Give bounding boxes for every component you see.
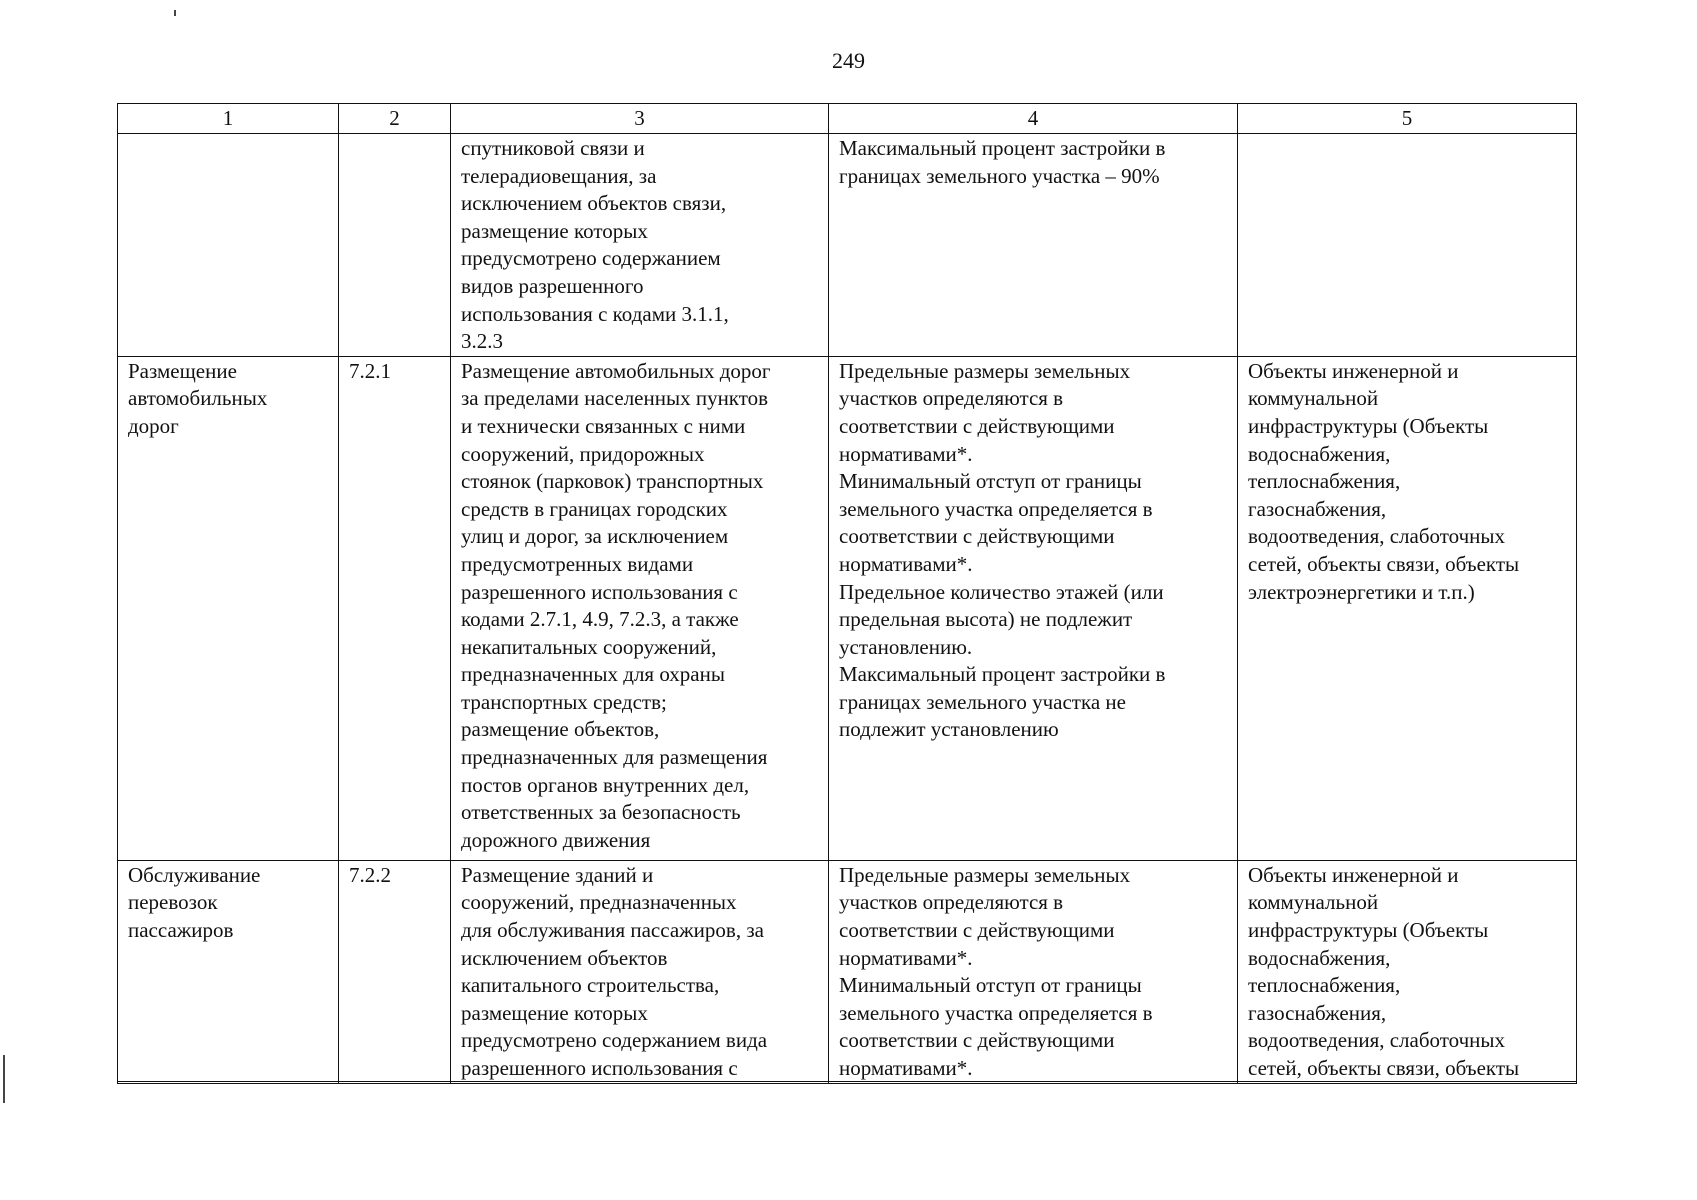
land-use-description-cell: спутниковой связи и телерадиовещания, за исключением объектов связи, размещение которых предусмотрено содержанием видов разрешенного использования с кодами 3.1.1, 3.2.3 (451, 134, 829, 357)
land-use-code-cell (339, 134, 451, 357)
parameters-cell: Максимальный процент застройки в границах земельного участка – 90% (829, 134, 1238, 357)
scan-artifact-mark (174, 10, 176, 16)
land-use-name-cell: Обслуживание перевозок пассажиров (118, 860, 339, 1083)
table-row (118, 134, 1577, 357)
scan-artifact-mark (3, 1055, 5, 1103)
table-bottom-border (117, 1081, 1576, 1082)
land-use-name-cell: Размещение автомобильных дорог (118, 356, 339, 860)
land-use-code-cell: 7.2.2 (339, 860, 451, 1083)
auxiliary-objects-cell: Объекты инженерной и коммунальной инфраструктуры (Объекты водоснабжения, теплоснабжения, газоснабжения, водоотведения, слаботочных сетей, объекты связи, объекты (1238, 860, 1577, 1083)
auxiliary-objects-cell: Объекты инженерной и коммунальной инфраструктуры (Объекты водоснабжения, теплоснабжения, газоснабжения, водоотведения, слаботочных сетей, объекты связи, объекты электроэнергетики и т.п.) (1238, 356, 1577, 860)
auxiliary-objects-cell (1238, 134, 1577, 357)
page-number: 249 (832, 48, 865, 73)
land-use-description-cell: Размещение зданий и сооружений, предназначенных для обслуживания пассажиров, за исключением объектов капитального строительства, размещение которых предусмотрено содержанием вида разрешенного использования с (451, 860, 829, 1083)
header-cell-2: 2 (339, 104, 451, 134)
table-row (118, 860, 1577, 1083)
land-use-table (117, 103, 1577, 1084)
land-use-description-cell: Размещение автомобильных дорог за пределами населенных пунктов и технически связанных с ними сооружений, придорожных стоянок (парковок) транспортных средств в границах городских улиц и дорог, за исключением предусмотренных видами разрешенного использования с кодами 2.7.1, 4.9, 7.2.3, а также некапитальных сооружений, предназначенных для охраны транспортных средств; размещение объектов, предназначенных для размещения постов органов внутренних дел, ответственных за безопасность дорожного движения (451, 356, 829, 860)
parameters-cell: Предельные размеры земельных участков определяются в соответствии с действующими нормативами*. Минимальный отступ от границы земельного участка определяется в соответствии с действующими нормативами*. Предельное количество этажей (или предельная высота) не подлежит установлению. Максимальный процент застройки в границах земельного участка не подлежит установлению (829, 356, 1238, 860)
table-row (118, 356, 1577, 860)
header-cell-5: 5 (1238, 104, 1577, 134)
header-cell-1: 1 (118, 104, 339, 134)
land-use-code-cell: 7.2.1 (339, 356, 451, 860)
land-use-name-cell (118, 134, 339, 357)
header-row (118, 104, 1577, 134)
header-cell-4: 4 (829, 104, 1238, 134)
parameters-cell: Предельные размеры земельных участков определяются в соответствии с действующими нормативами*. Минимальный отступ от границы земельного участка определяется в соответствии с действующими нормативами*. (829, 860, 1238, 1083)
header-cell-3: 3 (451, 104, 829, 134)
